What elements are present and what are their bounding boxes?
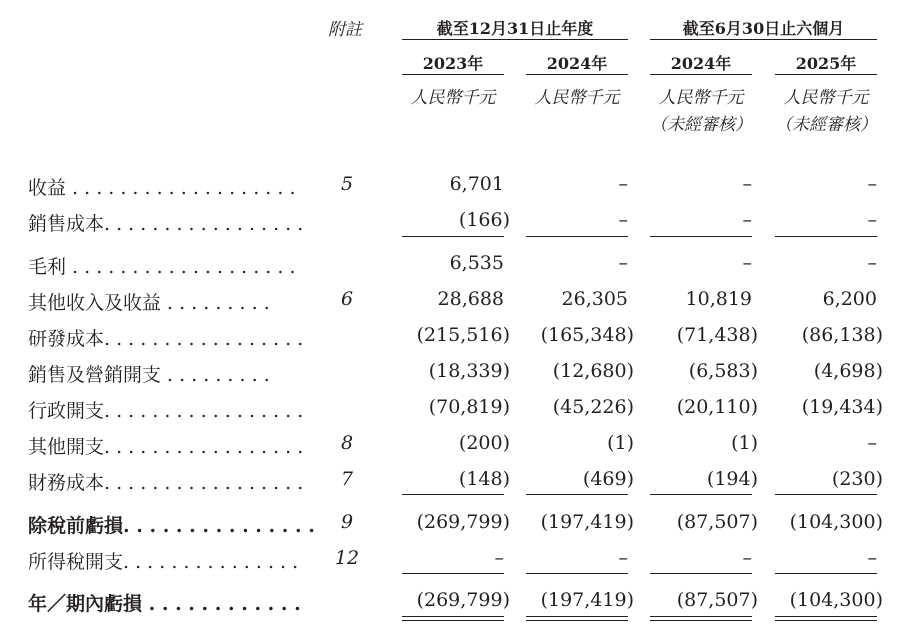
row-value-gross-profit-h2024: – <box>742 252 752 274</box>
row-value-selling-expenses-2023: (18,339) <box>428 360 510 382</box>
row-label-admin-expenses: 行政開支. . . . . . . . . . . . . . . . . <box>28 400 304 422</box>
row-label-rd-costs: 研發成本. . . . . . . . . . . . . . . . . <box>28 328 304 350</box>
row-value-income-tax-h2024: – <box>742 547 752 569</box>
row-value-loss-before-tax-h2024: (87,507) <box>676 511 758 533</box>
row-value-gross-profit-2024: – <box>618 252 628 274</box>
row-value-finance-costs-h2025: (230) <box>831 468 883 490</box>
total-double-rule-2b <box>526 620 628 621</box>
row-value-other-expenses-h2025: – <box>867 432 877 454</box>
row-note-other-income: 6 <box>340 288 354 310</box>
row-value-other-income-2024: 26,305 <box>561 288 628 310</box>
row-value-other-income-2023: 28,688 <box>437 288 504 310</box>
row-value-loss-before-tax-2023: (269,799) <box>416 511 510 533</box>
column-rule-3 <box>650 74 752 75</box>
row-label-gross-profit: 毛利 . . . . . . . . . . . . . . . . . . . <box>28 256 296 278</box>
row-value-rd-costs-h2024: (71,438) <box>676 324 758 346</box>
row-label-finance-costs: 財務成本. . . . . . . . . . . . . . . . . <box>28 472 304 494</box>
subtotal-rule-c4 <box>775 573 877 574</box>
column-unit-3: 人民幣千元 <box>658 88 744 108</box>
subtotal-rule-a3 <box>650 236 752 237</box>
subtotal-rule-c2 <box>526 573 628 574</box>
row-value-revenue-h2024: – <box>742 173 752 195</box>
subtotal-rule-a2 <box>526 236 628 237</box>
subtotal-rule-b2 <box>526 494 628 495</box>
row-value-revenue-2023: 6,701 <box>449 173 504 195</box>
row-label-selling-expenses: 銷售及營銷開支 . . . . . . . . . <box>28 364 270 386</box>
row-value-loss-for-period-h2025: (104,300) <box>789 589 883 611</box>
row-value-admin-expenses-2023: (70,819) <box>428 396 510 418</box>
column-unaudited-3: （未經審核） <box>650 115 752 135</box>
row-value-gross-profit-h2025: – <box>867 252 877 274</box>
subtotal-rule-c3 <box>650 573 752 574</box>
subtotal-rule-a4 <box>775 236 877 237</box>
column-year-2023: 2023年 <box>422 54 484 73</box>
row-value-other-income-h2025: 6,200 <box>822 288 877 310</box>
row-value-income-tax-2024: – <box>618 547 628 569</box>
total-double-rule-2a <box>526 616 628 617</box>
row-value-selling-expenses-h2025: (4,698) <box>813 360 883 382</box>
half-group-rule <box>650 39 877 40</box>
row-note-finance-costs: 7 <box>340 468 354 490</box>
row-value-finance-costs-2023: (148) <box>458 468 510 490</box>
row-label-income-tax: 所得稅開支. . . . . . . . . . . . . . . <box>28 551 299 573</box>
row-value-cost-of-sales-h2025: – <box>867 209 877 231</box>
row-label-revenue: 收益 . . . . . . . . . . . . . . . . . . . <box>28 177 296 199</box>
row-value-income-tax-2023: – <box>494 547 504 569</box>
note-column-header: 附註 <box>328 20 362 40</box>
column-unit-1: 人民幣千元 <box>410 88 496 108</box>
row-value-selling-expenses-2024: (12,680) <box>552 360 634 382</box>
column-rule-2 <box>526 74 628 75</box>
row-value-other-expenses-2024: (1) <box>607 432 634 454</box>
total-double-rule-3b <box>650 620 752 621</box>
year-ended-group-header: 截至12月31日止年度 <box>436 19 594 38</box>
row-value-loss-before-tax-2024: (197,419) <box>540 511 634 533</box>
column-year-2025-interim: 2025年 <box>795 54 857 73</box>
row-value-rd-costs-2023: (215,516) <box>416 324 510 346</box>
column-unaudited-4: （未經審核） <box>775 115 877 135</box>
row-value-loss-for-period-h2024: (87,507) <box>676 589 758 611</box>
row-value-gross-profit-2023: 6,535 <box>449 252 504 274</box>
column-year-2024-interim: 2024年 <box>670 54 732 73</box>
total-double-rule-4a <box>775 616 877 617</box>
row-label-cost-of-sales: 銷售成本. . . . . . . . . . . . . . . . . <box>28 213 304 235</box>
row-label-loss-before-tax: 除稅前虧損. . . . . . . . . . . . . . . <box>28 515 315 537</box>
column-rule-1 <box>402 74 504 75</box>
row-value-cost-of-sales-2024: – <box>618 209 628 231</box>
subtotal-rule-b1 <box>402 494 504 495</box>
row-value-selling-expenses-h2024: (6,583) <box>688 360 758 382</box>
year-group-rule <box>402 39 628 40</box>
total-double-rule-1b <box>402 620 504 621</box>
row-label-other-expenses: 其他開支. . . . . . . . . . . . . . . . . <box>28 436 304 458</box>
row-value-finance-costs-2024: (469) <box>582 468 634 490</box>
subtotal-rule-b4 <box>775 494 877 495</box>
row-value-rd-costs-2024: (165,348) <box>540 324 634 346</box>
total-double-rule-4b <box>775 620 877 621</box>
column-year-2024: 2024年 <box>546 54 608 73</box>
row-value-revenue-2024: – <box>618 173 628 195</box>
row-value-other-expenses-2023: (200) <box>458 432 510 454</box>
row-value-loss-for-period-2023: (269,799) <box>416 589 510 611</box>
six-months-group-header: 截至6月30日止六個月 <box>682 19 845 38</box>
row-note-loss-before-tax: 9 <box>340 511 354 533</box>
row-note-other-expenses: 8 <box>340 432 354 454</box>
row-label-loss-for-period: 年／期內虧損 . . . . . . . . . . . . <box>28 593 301 615</box>
subtotal-rule-b3 <box>650 494 752 495</box>
row-label-other-income: 其他收入及收益 . . . . . . . . . <box>28 292 270 314</box>
row-note-revenue: 5 <box>340 173 354 195</box>
row-value-admin-expenses-2024: (45,226) <box>552 396 634 418</box>
row-value-loss-for-period-2024: (197,419) <box>540 589 634 611</box>
row-value-other-expenses-h2024: (1) <box>731 432 758 454</box>
total-double-rule-3a <box>650 616 752 617</box>
row-value-rd-costs-h2025: (86,138) <box>801 324 883 346</box>
subtotal-rule-c1 <box>402 573 504 574</box>
row-value-finance-costs-h2024: (194) <box>706 468 758 490</box>
row-value-cost-of-sales-2023: (166) <box>458 209 510 231</box>
subtotal-rule-a1 <box>402 236 504 237</box>
column-unit-4: 人民幣千元 <box>783 88 869 108</box>
row-value-income-tax-h2025: – <box>867 547 877 569</box>
column-unit-2: 人民幣千元 <box>534 88 620 108</box>
row-value-cost-of-sales-h2024: – <box>742 209 752 231</box>
row-value-other-income-h2024: 10,819 <box>685 288 752 310</box>
row-value-revenue-h2025: – <box>867 173 877 195</box>
row-value-admin-expenses-h2024: (20,110) <box>676 396 758 418</box>
row-value-loss-before-tax-h2025: (104,300) <box>789 511 883 533</box>
row-value-admin-expenses-h2025: (19,434) <box>801 396 883 418</box>
total-double-rule-1a <box>402 616 504 617</box>
row-note-income-tax: 12 <box>334 547 360 569</box>
column-rule-4 <box>775 74 877 75</box>
